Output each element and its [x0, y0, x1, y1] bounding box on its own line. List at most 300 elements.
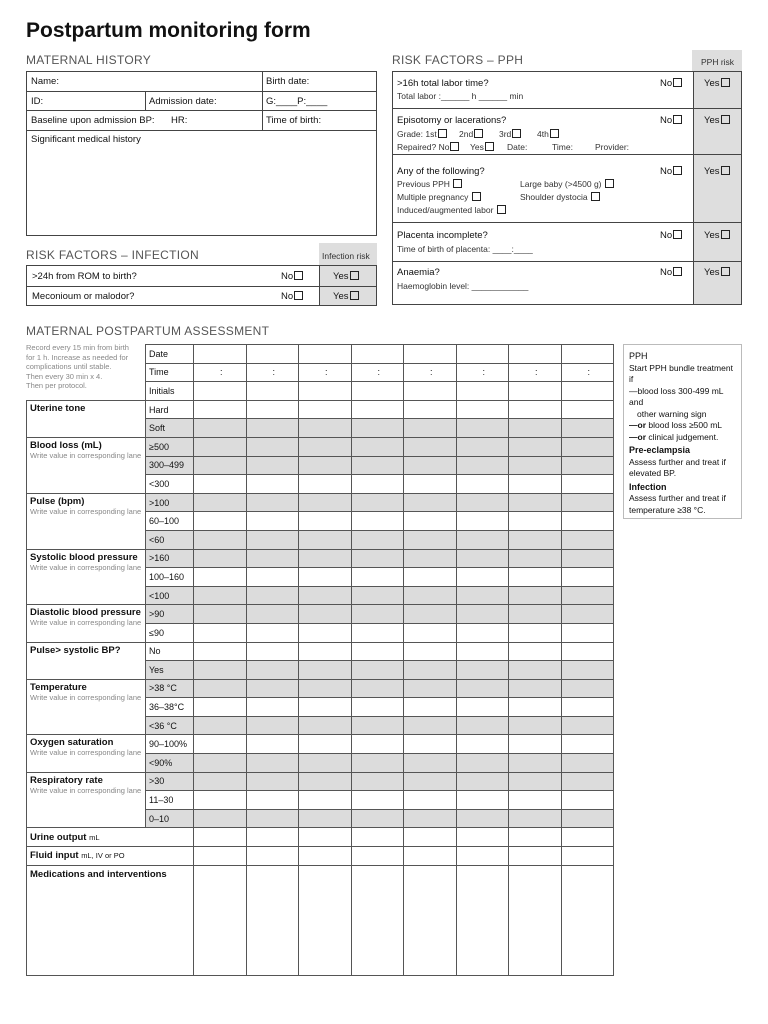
entry-cell[interactable]: [246, 754, 299, 773]
entry-cell[interactable]: :: [404, 363, 457, 382]
entry-cell[interactable]: [456, 493, 509, 512]
entry-cell[interactable]: [246, 568, 299, 587]
entry-cell[interactable]: [351, 828, 404, 847]
entry-cell[interactable]: [246, 623, 299, 642]
medication-cell[interactable]: [246, 865, 299, 975]
entry-cell[interactable]: [456, 735, 509, 754]
grade-2nd-checkbox[interactable]: 2nd: [459, 129, 483, 139]
entry-cell[interactable]: [246, 605, 299, 624]
entry-cell[interactable]: [299, 456, 352, 475]
entry-cell[interactable]: [456, 642, 509, 661]
entry-cell[interactable]: [351, 623, 404, 642]
entry-cell[interactable]: [561, 400, 614, 419]
entry-cell[interactable]: [456, 605, 509, 624]
entry-cell[interactable]: [404, 400, 457, 419]
entry-cell[interactable]: [456, 809, 509, 828]
entry-cell[interactable]: [351, 419, 404, 438]
entry-cell[interactable]: [299, 586, 352, 605]
shoulder-dystocia-checkbox[interactable]: Shoulder dystocia: [520, 192, 600, 202]
entry-cell[interactable]: [509, 642, 562, 661]
entry-cell[interactable]: [299, 345, 352, 364]
entry-cell[interactable]: [246, 735, 299, 754]
entry-cell[interactable]: [351, 568, 404, 587]
entry-cell[interactable]: [404, 605, 457, 624]
assessment-grid: [26, 344, 614, 976]
entry-cell[interactable]: [246, 549, 299, 568]
entry-cell[interactable]: [194, 568, 247, 587]
time-of-birth-field[interactable]: Time of birth:: [266, 115, 322, 126]
entry-cell[interactable]: [509, 735, 562, 754]
entry-cell[interactable]: [561, 791, 614, 810]
gravida-para-field[interactable]: G:____P:____: [266, 96, 328, 107]
entry-cell[interactable]: [351, 549, 404, 568]
induced-labor-checkbox[interactable]: Induced/augmented labor: [397, 205, 506, 215]
entry-cell[interactable]: [351, 586, 404, 605]
entry-cell[interactable]: [509, 419, 562, 438]
entry-cell[interactable]: [561, 568, 614, 587]
entry-cell[interactable]: [561, 809, 614, 828]
blood-loss-option: ≥500: [146, 437, 194, 456]
entry-cell[interactable]: [404, 437, 457, 456]
entry-cell[interactable]: [246, 698, 299, 717]
labor-no-checkbox[interactable]: No: [660, 78, 682, 89]
entry-cell[interactable]: [299, 809, 352, 828]
pph-risk-header: [692, 50, 742, 71]
entry-cell[interactable]: [299, 828, 352, 847]
entry-cell[interactable]: [404, 419, 457, 438]
entry-cell[interactable]: [561, 679, 614, 698]
rom-question: >24h from ROM to birth?: [32, 271, 137, 282]
entry-cell[interactable]: [561, 419, 614, 438]
entry-cell[interactable]: [299, 679, 352, 698]
entry-cell[interactable]: [299, 623, 352, 642]
entry-cell[interactable]: [299, 847, 352, 866]
entry-cell[interactable]: [404, 475, 457, 494]
placenta-yes-checkbox[interactable]: Yes: [704, 230, 730, 241]
entry-cell[interactable]: :: [299, 363, 352, 382]
entry-cell[interactable]: [351, 493, 404, 512]
entry-cell[interactable]: [456, 400, 509, 419]
episiotomy-no-checkbox[interactable]: No: [660, 115, 682, 126]
entry-cell[interactable]: [561, 847, 614, 866]
entry-cell[interactable]: [404, 586, 457, 605]
entry-cell[interactable]: [246, 828, 299, 847]
medication-cell[interactable]: [194, 865, 247, 975]
entry-cell[interactable]: [246, 493, 299, 512]
entry-cell[interactable]: [509, 772, 562, 791]
grade-3rd-checkbox[interactable]: 3rd: [499, 129, 521, 139]
entry-cell[interactable]: [194, 419, 247, 438]
entry-cell[interactable]: [194, 530, 247, 549]
repaired-yes-checkbox[interactable]: Yes: [470, 142, 494, 152]
entry-cell[interactable]: [509, 437, 562, 456]
entry-cell[interactable]: [194, 512, 247, 531]
entry-cell[interactable]: [194, 605, 247, 624]
oxygen-saturation-option: <90%: [146, 754, 194, 773]
large-baby-checkbox[interactable]: Large baby (>4500 g): [520, 179, 614, 189]
entry-cell[interactable]: [351, 456, 404, 475]
entry-cell[interactable]: [509, 716, 562, 735]
entry-cell[interactable]: [404, 679, 457, 698]
medication-cell[interactable]: [561, 865, 614, 975]
hr-field[interactable]: HR:: [171, 115, 188, 126]
meconium-no-checkbox[interactable]: No: [281, 291, 303, 302]
entry-cell[interactable]: [456, 847, 509, 866]
entry-cell[interactable]: [509, 493, 562, 512]
entry-cell[interactable]: [456, 828, 509, 847]
entry-cell[interactable]: [246, 437, 299, 456]
entry-cell[interactable]: [509, 345, 562, 364]
entry-cell[interactable]: [456, 382, 509, 401]
entry-cell[interactable]: [456, 475, 509, 494]
entry-cell[interactable]: [246, 400, 299, 419]
entry-cell[interactable]: [456, 772, 509, 791]
entry-cell[interactable]: [561, 698, 614, 717]
entry-cell[interactable]: [404, 847, 457, 866]
entry-cell[interactable]: [194, 772, 247, 791]
entry-cell[interactable]: [194, 493, 247, 512]
systolic-bp-option: 100–160: [146, 568, 194, 587]
entry-cell[interactable]: [456, 679, 509, 698]
entry-cell[interactable]: [194, 586, 247, 605]
entry-cell[interactable]: [561, 754, 614, 773]
entry-cell[interactable]: [561, 586, 614, 605]
entry-cell[interactable]: [351, 345, 404, 364]
grade-1st-checkbox[interactable]: Grade: 1st: [397, 129, 447, 139]
entry-cell[interactable]: [299, 754, 352, 773]
repair-date-field[interactable]: Date:: [507, 142, 528, 152]
entry-cell[interactable]: [246, 642, 299, 661]
entry-cell[interactable]: [194, 679, 247, 698]
entry-cell[interactable]: [404, 754, 457, 773]
entry-cell[interactable]: [299, 698, 352, 717]
meconium-yes-checkbox[interactable]: Yes: [333, 291, 359, 302]
entry-cell[interactable]: [404, 456, 457, 475]
uterine-tone-option: Soft: [146, 419, 194, 438]
entry-cell[interactable]: [561, 456, 614, 475]
entry-cell[interactable]: [404, 716, 457, 735]
entry-cell[interactable]: [351, 642, 404, 661]
maternal-history-box: [26, 71, 377, 236]
entry-cell[interactable]: [456, 419, 509, 438]
entry-cell[interactable]: [351, 512, 404, 531]
entry-cell[interactable]: [194, 475, 247, 494]
entry-cell[interactable]: [246, 772, 299, 791]
entry-cell[interactable]: [456, 437, 509, 456]
entry-cell[interactable]: [456, 568, 509, 587]
entry-cell[interactable]: [194, 698, 247, 717]
entry-cell[interactable]: [194, 661, 247, 680]
entry-cell[interactable]: [509, 623, 562, 642]
entry-cell[interactable]: [561, 828, 614, 847]
entry-cell[interactable]: [509, 754, 562, 773]
entry-cell[interactable]: [456, 345, 509, 364]
entry-cell[interactable]: [404, 642, 457, 661]
entry-cell[interactable]: [246, 716, 299, 735]
entry-cell[interactable]: [194, 754, 247, 773]
anaemia-yes-checkbox[interactable]: Yes: [704, 267, 730, 278]
entry-cell[interactable]: [246, 345, 299, 364]
grade-4th-checkbox[interactable]: 4th: [537, 129, 559, 139]
placenta-no-checkbox[interactable]: No: [660, 230, 682, 241]
entry-cell[interactable]: [404, 828, 457, 847]
systolic-bp-option: >160: [146, 549, 194, 568]
entry-cell[interactable]: [246, 530, 299, 549]
entry-cell[interactable]: [351, 530, 404, 549]
pulse-category: [27, 493, 146, 549]
medication-cell[interactable]: [509, 865, 562, 975]
blood-loss-category: [27, 437, 146, 493]
entry-cell[interactable]: [404, 530, 457, 549]
entry-cell[interactable]: [509, 661, 562, 680]
entry-cell[interactable]: [509, 828, 562, 847]
labor-duration-field[interactable]: Total labor :______ h ______ min: [397, 91, 524, 101]
entry-cell[interactable]: [351, 847, 404, 866]
entry-cell[interactable]: :: [456, 363, 509, 382]
entry-cell[interactable]: [299, 772, 352, 791]
entry-cell[interactable]: [351, 716, 404, 735]
medical-history-field[interactable]: Significant medical history: [31, 134, 141, 145]
anaemia-no-checkbox[interactable]: No: [660, 267, 682, 278]
episiotomy-question: Episotomy or lacerations?: [397, 115, 507, 126]
entry-cell[interactable]: [194, 549, 247, 568]
entry-cell[interactable]: [561, 382, 614, 401]
entry-cell[interactable]: [404, 512, 457, 531]
entry-cell[interactable]: [194, 791, 247, 810]
entry-cell[interactable]: [194, 456, 247, 475]
recording-instructions: Record every 15 min from birth for 1 h. Increase as needed for complications until stable. Then every 30 min x 4. Then per protocol.: [26, 343, 129, 390]
entry-cell[interactable]: [509, 586, 562, 605]
entry-cell[interactable]: [404, 698, 457, 717]
admission-date-field[interactable]: Admission date:: [149, 96, 217, 107]
entry-cell[interactable]: [404, 549, 457, 568]
any-following-yes-checkbox[interactable]: Yes: [704, 166, 730, 177]
entry-cell[interactable]: [561, 512, 614, 531]
entry-cell[interactable]: [246, 847, 299, 866]
entry-cell[interactable]: [299, 419, 352, 438]
entry-cell[interactable]: [194, 716, 247, 735]
medication-cell[interactable]: [456, 865, 509, 975]
medication-cell[interactable]: [299, 865, 352, 975]
entry-cell[interactable]: [456, 754, 509, 773]
entry-cell[interactable]: [246, 456, 299, 475]
entry-cell[interactable]: [351, 772, 404, 791]
entry-cell[interactable]: [509, 456, 562, 475]
entry-cell[interactable]: [351, 809, 404, 828]
entry-cell[interactable]: [246, 512, 299, 531]
entry-cell[interactable]: [351, 661, 404, 680]
rom-yes-checkbox[interactable]: Yes: [333, 271, 359, 282]
id-field[interactable]: ID:: [31, 96, 44, 107]
name-field[interactable]: Name:: [31, 76, 59, 87]
entry-cell[interactable]: [404, 791, 457, 810]
temperature-category: [27, 679, 146, 735]
legend-preeclampsia-line1: Assess further and treat if: [629, 456, 726, 467]
entry-cell[interactable]: [509, 605, 562, 624]
repair-time-field[interactable]: Time:: [552, 142, 573, 152]
entry-cell[interactable]: [404, 623, 457, 642]
entry-cell[interactable]: [299, 605, 352, 624]
entry-cell[interactable]: [561, 605, 614, 624]
entry-cell[interactable]: [509, 568, 562, 587]
entry-cell[interactable]: [299, 530, 352, 549]
entry-cell[interactable]: [194, 437, 247, 456]
entry-cell[interactable]: [351, 400, 404, 419]
entry-cell[interactable]: [561, 493, 614, 512]
entry-cell[interactable]: [561, 772, 614, 791]
entry-cell[interactable]: [561, 475, 614, 494]
entry-cell[interactable]: [404, 382, 457, 401]
entry-cell[interactable]: [246, 679, 299, 698]
entry-cell[interactable]: [404, 568, 457, 587]
entry-cell[interactable]: [351, 475, 404, 494]
entry-cell[interactable]: [509, 382, 562, 401]
entry-cell[interactable]: [299, 791, 352, 810]
entry-cell[interactable]: [456, 530, 509, 549]
diastolic-bp-note: Write value in corresponding lane: [30, 618, 142, 628]
entry-cell[interactable]: [509, 549, 562, 568]
entry-cell[interactable]: [404, 809, 457, 828]
pulse-note: Write value in corresponding lane: [30, 506, 142, 516]
entry-cell[interactable]: [509, 809, 562, 828]
rom-no-checkbox[interactable]: No: [281, 271, 303, 282]
entry-cell[interactable]: [509, 512, 562, 531]
entry-cell[interactable]: [456, 716, 509, 735]
entry-cell[interactable]: [351, 698, 404, 717]
entry-cell[interactable]: [561, 716, 614, 735]
entry-cell[interactable]: :: [194, 363, 247, 382]
medication-cell[interactable]: [351, 865, 404, 975]
entry-cell[interactable]: [456, 791, 509, 810]
entry-cell[interactable]: [509, 791, 562, 810]
entry-cell[interactable]: [299, 382, 352, 401]
entry-cell[interactable]: [299, 512, 352, 531]
entry-cell[interactable]: [509, 679, 562, 698]
entry-cell[interactable]: [194, 382, 247, 401]
entry-cell[interactable]: [456, 586, 509, 605]
temperature-note: Write value in corresponding lane: [30, 692, 142, 702]
entry-cell[interactable]: [299, 475, 352, 494]
entry-cell[interactable]: [194, 828, 247, 847]
entry-cell[interactable]: [246, 419, 299, 438]
entry-cell[interactable]: [456, 512, 509, 531]
entry-cell[interactable]: [351, 437, 404, 456]
entry-cell[interactable]: [299, 549, 352, 568]
entry-cell[interactable]: [194, 847, 247, 866]
entry-cell[interactable]: [351, 679, 404, 698]
legend-pph-line4: —or blood loss ≥500 mL: [629, 420, 723, 430]
entry-cell[interactable]: :: [509, 363, 562, 382]
entry-cell[interactable]: [456, 661, 509, 680]
entry-cell[interactable]: [194, 809, 247, 828]
entry-cell[interactable]: [509, 475, 562, 494]
entry-cell[interactable]: [456, 623, 509, 642]
entry-cell[interactable]: [299, 568, 352, 587]
entry-cell[interactable]: [404, 661, 457, 680]
entry-cell[interactable]: [509, 400, 562, 419]
pulse-systolic-label: Pulse> systolic BP?: [30, 644, 121, 656]
entry-cell[interactable]: [561, 437, 614, 456]
entry-cell[interactable]: [246, 661, 299, 680]
entry-cell[interactable]: [246, 791, 299, 810]
entry-cell[interactable]: [456, 456, 509, 475]
entry-cell[interactable]: [299, 437, 352, 456]
episiotomy-yes-checkbox[interactable]: Yes: [704, 115, 730, 126]
entry-cell[interactable]: [246, 475, 299, 494]
entry-cell[interactable]: [351, 735, 404, 754]
entry-cell[interactable]: [561, 549, 614, 568]
entry-cell[interactable]: [404, 772, 457, 791]
entry-cell[interactable]: [509, 530, 562, 549]
entry-cell[interactable]: :: [351, 363, 404, 382]
entry-cell[interactable]: [456, 549, 509, 568]
pulse-systolic-category: [27, 642, 146, 679]
multiple-pregnancy-checkbox[interactable]: Multiple pregnancy: [397, 192, 481, 202]
any-following-no-checkbox[interactable]: No: [660, 166, 682, 177]
entry-cell[interactable]: [561, 642, 614, 661]
systolic-bp-note: Write value in corresponding lane: [30, 562, 142, 572]
entry-cell[interactable]: [561, 661, 614, 680]
haemoglobin-field[interactable]: Haemoglobin level: ____________: [397, 281, 529, 291]
entry-cell[interactable]: [404, 735, 457, 754]
entry-cell[interactable]: [194, 345, 247, 364]
entry-cell[interactable]: [351, 382, 404, 401]
entry-cell[interactable]: [561, 623, 614, 642]
placenta-time-field[interactable]: Time of birth of placenta: ____:____: [397, 244, 533, 254]
entry-cell[interactable]: [246, 586, 299, 605]
entry-cell[interactable]: [299, 735, 352, 754]
previous-pph-checkbox[interactable]: Previous PPH: [397, 179, 462, 189]
entry-cell[interactable]: [246, 382, 299, 401]
entry-cell[interactable]: [299, 642, 352, 661]
legend-pph-line5: —or clinical judgement.: [629, 431, 719, 442]
entry-cell[interactable]: [404, 493, 457, 512]
birth-date-field[interactable]: Birth date:: [266, 76, 310, 87]
infection-heading: RISK FACTORS – INFECTION: [26, 248, 200, 262]
entry-cell[interactable]: [299, 716, 352, 735]
entry-cell[interactable]: [299, 661, 352, 680]
baseline-bp-field[interactable]: Baseline upon admission BP:: [31, 115, 155, 126]
entry-cell[interactable]: :: [246, 363, 299, 382]
repaired-no-checkbox[interactable]: Repaired? No: [397, 142, 459, 152]
entry-cell[interactable]: [456, 698, 509, 717]
entry-cell[interactable]: [509, 698, 562, 717]
entry-cell[interactable]: [299, 400, 352, 419]
entry-cell[interactable]: [561, 735, 614, 754]
page-title: Postpartum monitoring form: [26, 19, 311, 42]
entry-cell[interactable]: [561, 345, 614, 364]
entry-cell[interactable]: [246, 809, 299, 828]
labor-yes-checkbox[interactable]: Yes: [704, 78, 730, 89]
infection-risk-label: Infection risk: [322, 251, 370, 261]
entry-cell[interactable]: [351, 754, 404, 773]
entry-cell[interactable]: :: [561, 363, 614, 382]
entry-cell[interactable]: [194, 400, 247, 419]
repair-provider-field[interactable]: Provider:: [595, 142, 630, 152]
entry-cell[interactable]: [351, 791, 404, 810]
medication-cell[interactable]: [404, 865, 457, 975]
entry-cell[interactable]: [194, 735, 247, 754]
entry-cell[interactable]: [509, 847, 562, 866]
maternal-history-heading: MATERNAL HISTORY: [26, 53, 152, 67]
entry-cell[interactable]: [194, 623, 247, 642]
entry-cell[interactable]: [404, 345, 457, 364]
entry-cell[interactable]: [299, 493, 352, 512]
uterine-tone-label: Uterine tone: [30, 402, 86, 414]
entry-cell[interactable]: [561, 530, 614, 549]
entry-cell[interactable]: [194, 642, 247, 661]
entry-cell[interactable]: [351, 605, 404, 624]
